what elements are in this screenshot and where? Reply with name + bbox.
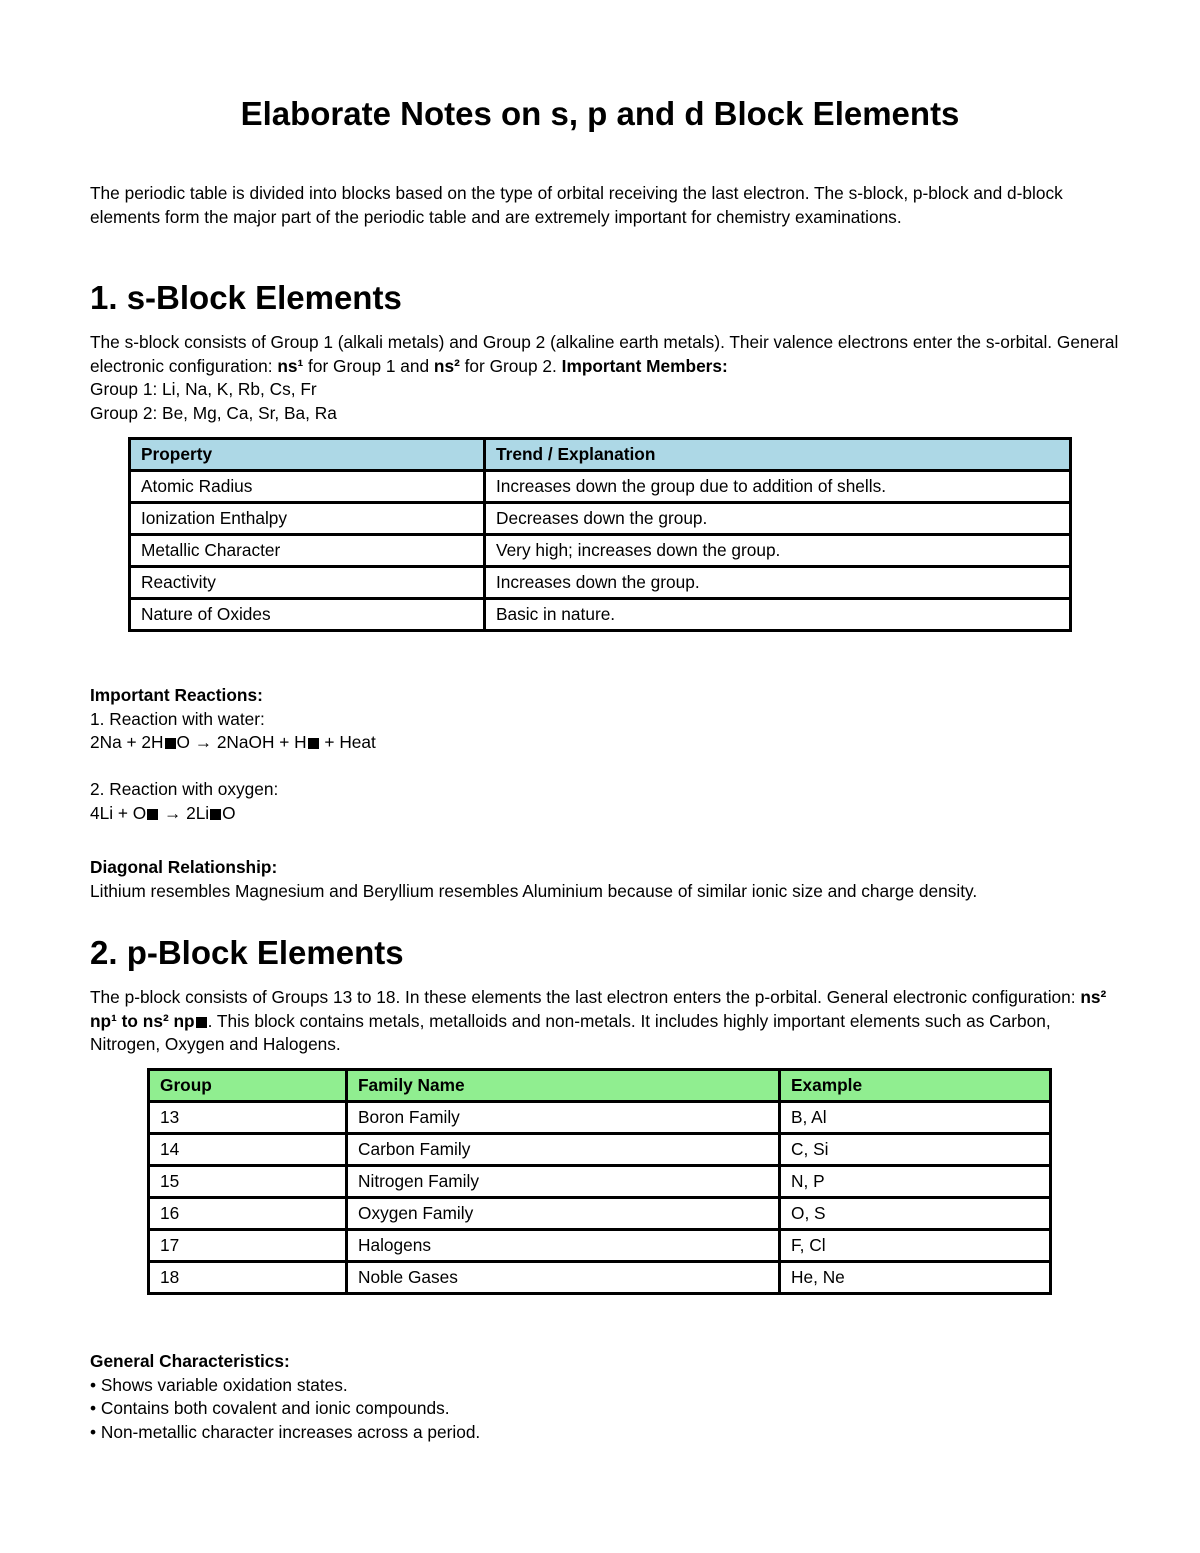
s-config-group1: ns¹	[277, 355, 304, 376]
p-block-groups-table	[147, 1068, 1052, 1295]
table-row	[149, 1262, 1051, 1294]
list-item: • Non-metallic character increases across a period.	[90, 1421, 481, 1442]
table-cell: Oxygen Family	[347, 1198, 780, 1230]
table-cell: He, Ne	[780, 1262, 1051, 1294]
page-title: Elaborate Notes on s, p and d Block Elements	[240, 95, 960, 132]
general-characteristics-label: General Characteristics:	[90, 1351, 290, 1371]
table-cell: Decreases down the group.	[485, 503, 1071, 535]
table-cell: 13	[149, 1102, 347, 1134]
table-cell: Metallic Character	[130, 535, 485, 567]
group1-members: Group 1: Li, Na, K, Rb, Cs, Fr	[90, 379, 317, 399]
important-reactions-label: Important Reactions:	[90, 685, 263, 705]
diagonal-relationship-section	[90, 856, 1120, 903]
missing-glyph-icon	[210, 809, 221, 820]
reaction1-equation	[90, 731, 1120, 755]
table-cell: O, S	[780, 1198, 1051, 1230]
table-row	[130, 503, 1071, 535]
list-item: • Contains both covalent and ionic compounds.	[90, 1398, 450, 1418]
equation-part: O → 2NaOH + H	[176, 732, 307, 752]
general-characteristics-section	[90, 1350, 1120, 1444]
table-row	[149, 1166, 1051, 1198]
table-row	[130, 535, 1071, 567]
table-cell: F, Cl	[780, 1230, 1051, 1262]
table-row	[149, 1102, 1051, 1134]
equation-part: → 2Li	[159, 802, 210, 823]
table-cell: 16	[149, 1198, 347, 1230]
table-cell: Noble Gases	[347, 1262, 780, 1294]
table-cell: 18	[149, 1262, 347, 1294]
diagonal-relationship-text: Lithium resembles Magnesium and Beryllium resembles Aluminium because of similar ionic size and charge density.	[90, 880, 978, 901]
table-cell: 14	[149, 1134, 347, 1166]
s-desc-text-2: for Group 1 and	[303, 355, 434, 376]
s-config-group2: ns²	[433, 355, 460, 376]
column-header: Property	[130, 439, 485, 471]
table-row	[130, 599, 1071, 631]
table-row	[149, 1134, 1051, 1166]
table-row	[149, 1230, 1051, 1262]
table-cell: Ionization Enthalpy	[130, 503, 485, 535]
table-cell: N, P	[780, 1166, 1051, 1198]
table-cell: 17	[149, 1230, 347, 1262]
equation-part: 2Na + 2H	[90, 732, 164, 752]
table-cell: Reactivity	[130, 567, 485, 599]
column-header: Trend / Explanation	[485, 439, 1071, 471]
s-desc-text-3: for Group 2.	[459, 355, 562, 376]
table-cell: Atomic Radius	[130, 471, 485, 503]
table-cell: Carbon Family	[347, 1134, 780, 1166]
equation-part: 4Li + O	[90, 802, 147, 823]
table-row	[130, 471, 1071, 503]
column-header: Group	[149, 1070, 347, 1102]
table-cell: Very high; increases down the group.	[485, 535, 1071, 567]
table-cell: B, Al	[780, 1102, 1051, 1134]
reaction1-title: 1. Reaction with water:	[90, 708, 265, 729]
table-cell: 15	[149, 1166, 347, 1198]
intro-paragraph: The periodic table is divided into blocks based on the type of orbital receiving the last electron. The s-block, p-block and d-block elements form the major part of the periodic table and are extremely important for chemistry examinations.	[90, 183, 1063, 227]
important-members-label: Important Members:	[561, 355, 728, 376]
list-item: • Shows variable oxidation states.	[90, 1374, 348, 1395]
table-cell: Halogens	[347, 1230, 780, 1262]
table-cell: Basic in nature.	[485, 599, 1071, 631]
column-header: Example	[780, 1070, 1051, 1102]
missing-glyph-icon	[165, 738, 176, 749]
group2-members: Group 2: Be, Mg, Ca, Sr, Ba, Ra	[90, 402, 337, 423]
p-desc-text-2: . This block contains metals, metalloids and non-metals. It includes highly important elements such as Carbon, Nitrogen, Oxygen and Halogens.	[90, 1010, 1051, 1054]
s-desc-text-1: The s-block consists of Group 1 (alkali metals) and Group 2 (alkaline earth metals). Their valence electrons enter the s-orbital. General electronic configuration:	[90, 332, 1119, 376]
table-row	[130, 567, 1071, 599]
table-cell: Boron Family	[347, 1102, 780, 1134]
table-cell: Increases down the group due to addition of shells.	[485, 471, 1071, 503]
important-reactions-section	[90, 684, 1120, 825]
column-header: Family Name	[347, 1070, 780, 1102]
table-cell: C, Si	[780, 1134, 1051, 1166]
p-config-text: ns² np¹ to ns² np	[90, 987, 1107, 1031]
table-cell: Nature of Oxides	[130, 599, 485, 631]
p-desc-text-1: The p-block consists of Groups 13 to 18. In these elements the last electron enters the p-orbital. General electronic configuration:	[90, 987, 1081, 1007]
diagonal-relationship-label: Diagonal Relationship:	[90, 857, 278, 877]
equation-part: + Heat	[319, 732, 376, 752]
reaction2-title: 2. Reaction with oxygen:	[90, 779, 279, 799]
s-block-heading: 1. s-Block Elements	[90, 279, 402, 316]
table-header-row	[130, 439, 1071, 471]
missing-glyph-icon	[147, 809, 158, 820]
table-header-row	[149, 1070, 1051, 1102]
s-block-description	[90, 331, 1120, 425]
table-row	[149, 1198, 1051, 1230]
reaction2-equation	[90, 802, 1120, 826]
p-block-description	[90, 986, 1120, 1057]
missing-glyph-icon	[196, 1017, 207, 1028]
table-cell: Nitrogen Family	[347, 1166, 780, 1198]
equation-part: O	[222, 802, 236, 823]
s-block-properties-table	[128, 437, 1072, 632]
table-cell: Increases down the group.	[485, 567, 1071, 599]
missing-glyph-icon	[308, 738, 319, 749]
p-block-heading: 2. p-Block Elements	[90, 934, 404, 971]
